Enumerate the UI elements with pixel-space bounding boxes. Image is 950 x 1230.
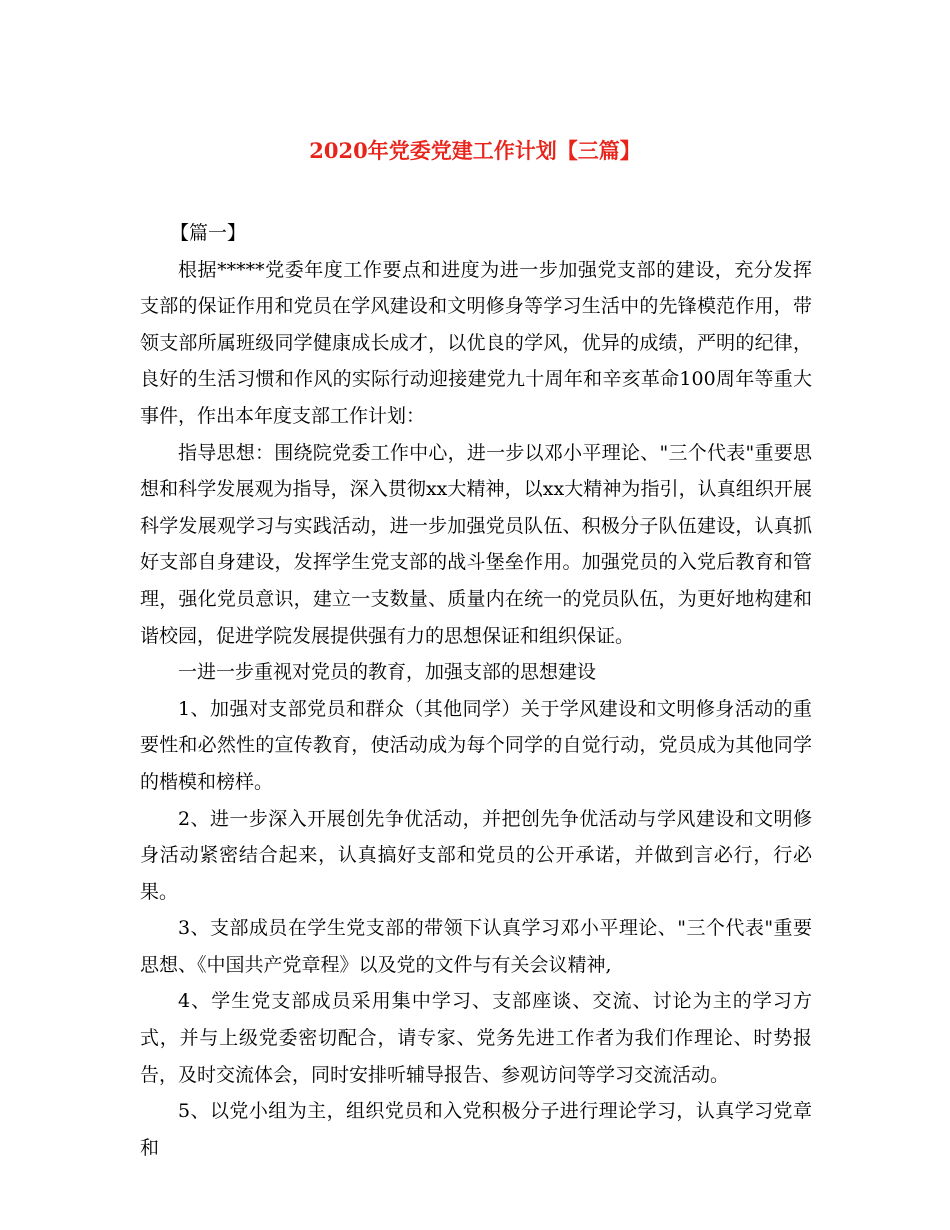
paragraph: 5、以党小组为主，组织党员和入党积极分子进行理论学习，认真学习党章和 [140,1100,812,1159]
paragraph: 1、加强对支部党员和群众（其他同学）关于学风建设和文明修身活动的重要性和必然性的宣传教育，使活动成为每个同学的自觉行动，党员成为其他同学的楷模和榜样。 [140,697,812,793]
paragraph: 2、进一步深入开展创先争优活动，并把创先争优活动与学风建设和文明修身活动紧密结合起来，认真搞好支部和党员的公开承诺，并做到言必行，行必果。 [140,807,812,903]
paragraph: 4、学生党支部成员采用集中学习、支部座谈、交流、讨论为主的学习方式，并与上级党委密切配合，请专家、党务先进工作者为我们作理论、时势报告，及时交流体会，同时安排听辅导报告、参观访问等学习交流活动。 [140,990,812,1086]
paragraph: 3、支部成员在学生党支部的带领下认真学习邓小平理论、"三个代表"重要思想、《中国共产党章程》以及党的文件与有关会议精神, [140,917,812,976]
section-heading: 【篇一】 [170,222,247,244]
paragraph: 一进一步重视对党员的教育，加强支部的思想建设 [178,661,597,684]
document-body [140,215,812,1166]
paragraph: 根据*****党委年度工作要点和进度为进一步加强党支部的建设，充分发挥支部的保证作用和党员在学风建设和文明修身等学习生活中的先锋模范作用，带领支部所属班级同学健康成长成才，以优良的学风，优异的成绩，严明的纪律，良好的生活习惯和作风的实际行动迎接建党九十周年和辛亥革命100周年等重大事件，作出本年度支部工作计划： [140,258,812,427]
document-title: 2020年党委党建工作计划【三篇】 [309,138,641,163]
paragraph: 指导思想：围绕院党委工作中心，进一步以邓小平理论、"三个代表"重要思想和科学发展观为指导，深入贯彻xx大精神，以xx大精神为指引，认真组织开展科学发展观学习与实践活动，进一步加强党员队伍、积极分子队伍建设，认真抓好支部自身建设，发挥学生党支部的战斗堡垒作用。加强党员的入党后教育和管理，强化党员意识，建立一支数量、质量内在统一的党员队伍，为更好地构建和谐校园，促进学院发展提供强有力的思想保证和组织保证。 [140,441,812,647]
